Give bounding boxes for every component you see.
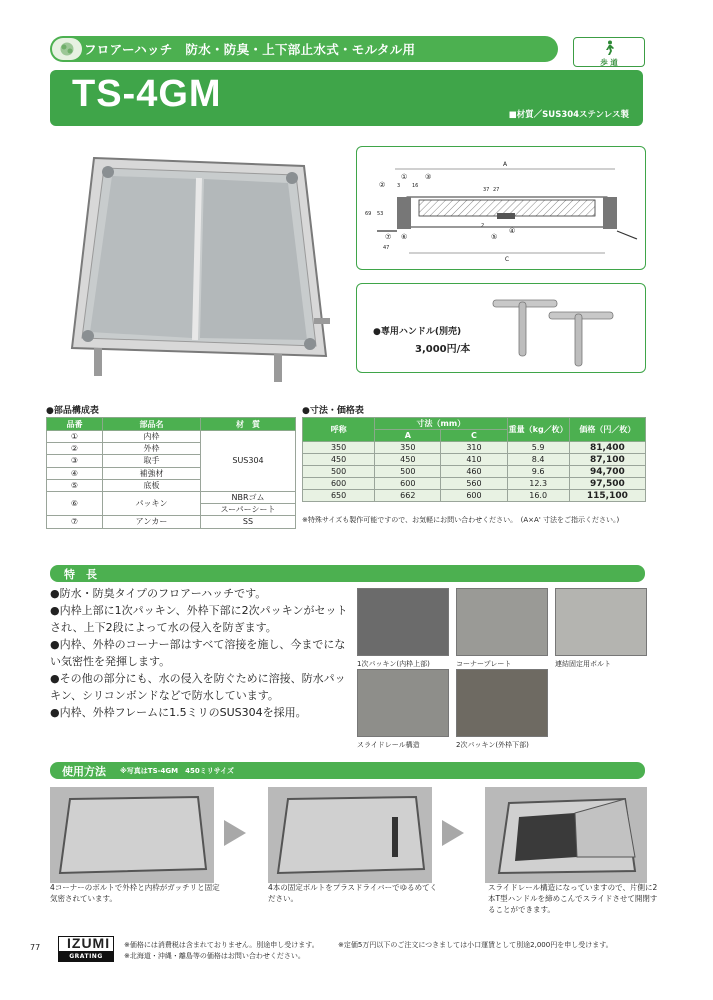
features-bar (50, 565, 645, 582)
photo-caption: コーナープレート (456, 660, 512, 668)
handle-label: ●専用ハンドル(別売) (373, 327, 462, 337)
arrow-right-icon (222, 818, 248, 848)
list-item: ●防水・防臭タイプのフロアーハッチです。 (50, 587, 267, 600)
callout-3: ③ (425, 173, 432, 181)
brand-logo (58, 936, 114, 962)
photo-bolt (555, 588, 647, 656)
callout-6: ⑥ (401, 233, 408, 241)
parts-header-name: 部品名 (103, 418, 201, 431)
table-row: 500 500 460 9.6 94,700 (303, 466, 646, 478)
category-title: フロアーハッチ 防水・防臭・上下部止水式・モルタル用 (84, 42, 416, 57)
material-super: スーパーシート (201, 504, 296, 516)
section-drawing (356, 146, 646, 270)
callout-1: ① (401, 173, 408, 181)
dim-label-16: 16 (412, 183, 419, 189)
callout-5: ⑤ (491, 233, 498, 241)
handle-box (356, 283, 646, 373)
photo-caption: 2次パッキン(外枠下部) (456, 741, 529, 749)
model-banner (50, 70, 643, 126)
category-bar (50, 36, 558, 62)
material-ss: SS (201, 516, 296, 528)
photo-caption: スライドレール構造 (357, 741, 420, 749)
walkway-badge (573, 37, 645, 67)
photo-slide-rail (357, 669, 449, 737)
step-3-caption: スライドレール構造になっていますので、片側に2本T型ハンドルを締めこんでスライドさせて開閉することができます。 (488, 883, 658, 914)
pedestrian-icon (600, 40, 618, 56)
price-note: ※特殊サイズも製作可能ですので、お気軽にお問い合わせください。 (A×A' 寸法をご指示ください。) (302, 516, 620, 524)
photo-caption: 1次パッキン(内枠上部) (357, 660, 430, 668)
dim-label-2: 2 (481, 223, 485, 229)
handle-illustration (485, 290, 635, 370)
parts-table (46, 417, 296, 529)
table-row: ⑤ 底板 (47, 479, 296, 491)
hatch-icon (58, 41, 76, 57)
photo-packing-2 (456, 669, 548, 737)
price-table (302, 417, 646, 502)
price-header-a: A (375, 430, 441, 442)
dim-label-3: 3 (397, 183, 401, 189)
price-header-dim: 寸法（mm） (375, 418, 507, 430)
list-item: ●その他の部分にも、水の侵入を防ぐために溶接、防水パッキン、シリコンボンドなどで防水しています。 (50, 672, 346, 702)
usage-subtitle: ※写真はTS-4GM 450ミリサイズ (120, 767, 235, 775)
dim-label-53: 53 (377, 211, 384, 217)
walkway-label: 歩 道 (600, 58, 618, 67)
callout-4: ④ (509, 227, 516, 235)
dim-label-69: 69 (365, 211, 372, 217)
dim-c-label: C (504, 256, 510, 263)
model-name: TS-4GM (72, 73, 222, 115)
table-row: 450 450 410 8.4 87,100 (303, 454, 646, 466)
table-row: ④ 補強材 (47, 467, 296, 479)
list-item: ●内枠、外枠フレームに1.5ミリのSUS304を採用。 (50, 706, 307, 719)
table-row: ⑦ アンカー SS (47, 516, 296, 528)
handle-price: 3,000円/本 (415, 344, 471, 355)
product-photo (64, 148, 334, 388)
category-badge (52, 38, 82, 60)
price-title: ●寸法・価格表 (302, 406, 364, 416)
photo-caption: 連結固定用ボルト (555, 660, 611, 668)
usage-title: 使用方法 (62, 765, 106, 778)
price-header-name: 呼称 (303, 418, 375, 442)
dim-label-27: 27 (493, 187, 500, 193)
usage-bar (50, 762, 645, 779)
step-1-illustration (50, 787, 214, 883)
price-header-c: C (441, 430, 507, 442)
arrow-right-icon (440, 818, 466, 848)
table-row: 650 662 600 16.0 115,100 (303, 490, 646, 502)
features-title: 特 長 (64, 568, 97, 581)
table-row: ② 外枠 (47, 443, 296, 455)
parts-title: ●部品構成表 (46, 406, 99, 416)
callout-7: ⑦ (385, 233, 392, 241)
price-header-weight: 重量（kg／枚） (507, 418, 569, 442)
step-1-caption: 4コーナーのボルトで外枠と内枠がガッチリと固定気密されています。 (50, 883, 220, 903)
table-row: 350 350 310 5.9 81,400 (303, 442, 646, 454)
material-sus304: SUS304 (201, 431, 296, 492)
footer-note-2: ※北海道・沖縄・離島等の価格はお問い合わせください。 (124, 952, 305, 960)
callout-2: ② (379, 181, 386, 189)
table-row: 600 600 560 12.3 97,500 (303, 478, 646, 490)
dim-label-37: 37 (483, 187, 490, 193)
step-1-photo (50, 787, 214, 883)
section-diagram (357, 147, 646, 270)
footer-note-3: ※定価5万円以下のご注文につきましては小口運賃として別途2,000円を申し受けます。 (338, 941, 613, 949)
material-nbr: NBRゴム (201, 491, 296, 503)
table-row: ① 内枠 SUS304 (47, 431, 296, 443)
step-2-caption: 4本の固定ボルトをプラスドライバーでゆるめてください。 (268, 883, 438, 903)
list-item: ●内枠上部に1次パッキン、外枠下部に2次パッキンがセットされ、上下2段によって水の侵入を防ぎます。 (50, 604, 348, 634)
photo-packing-1 (357, 588, 449, 656)
table-row: ⑥ パッキン NBRゴム (47, 491, 296, 503)
page-number: 77 (30, 943, 41, 952)
dim-label-47: 47 (383, 245, 390, 251)
material-label: ■材質／SUS304ステンレス製 (508, 110, 629, 120)
price-header-price: 価格（円／枚） (569, 418, 645, 442)
parts-header-no: 品番 (47, 418, 103, 431)
parts-header-material: 材 質 (201, 418, 296, 431)
table-row: ③ 取手 (47, 455, 296, 467)
photo-corner-plate (456, 588, 548, 656)
dim-a-label: A (502, 161, 508, 168)
step-3-photo (485, 787, 647, 883)
footer-note-1: ※価格には消費税は含まれておりません。別途申し受けます。 (124, 941, 319, 949)
step-2-photo (268, 787, 432, 883)
step-2-illustration (268, 787, 432, 883)
list-item: ●内枠、外枠のコーナー部はすべて溶接を施し、今までにない気密性を発揮します。 (50, 638, 346, 668)
logo-bottom: GRATING (58, 952, 114, 962)
step-3-illustration (485, 787, 647, 883)
feature-list (50, 585, 355, 721)
logo-top: IZUMI (58, 936, 114, 952)
